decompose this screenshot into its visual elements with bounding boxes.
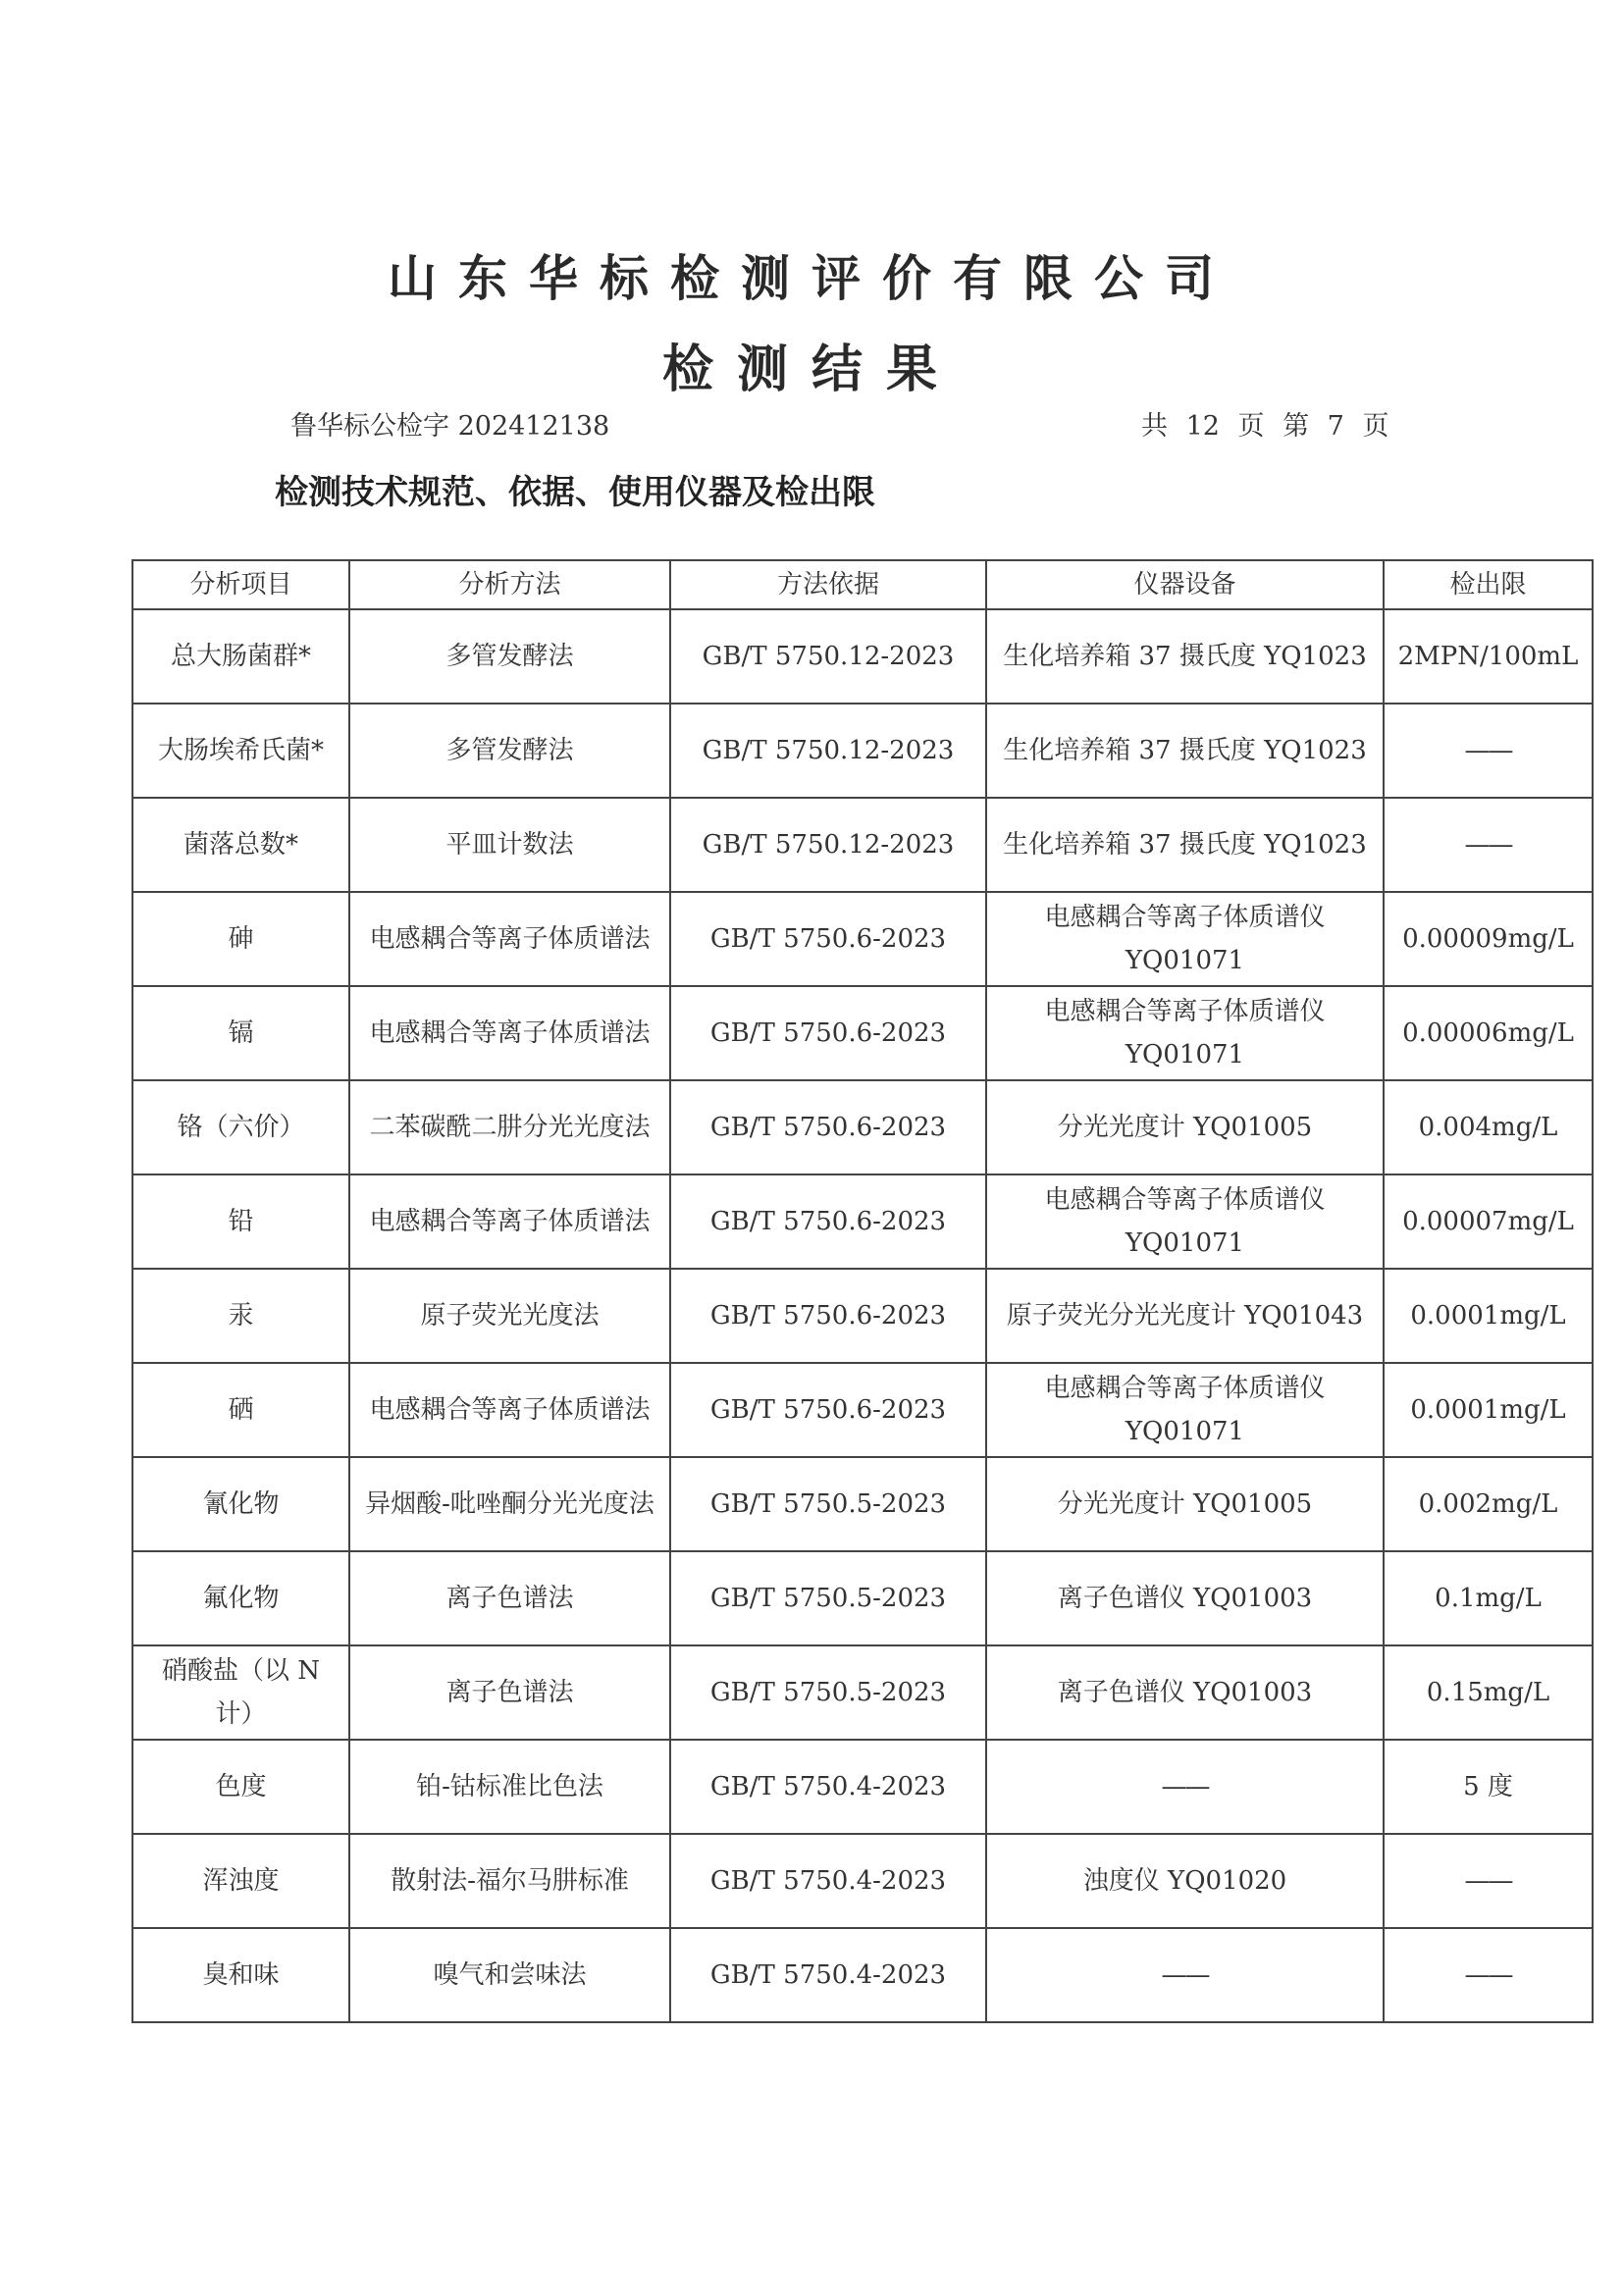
item-cell: 氰化物 [132, 1457, 349, 1551]
item-cell: 浑浊度 [132, 1834, 349, 1928]
item-cell: 总大肠菌群* [132, 609, 349, 704]
table-row [132, 704, 1593, 798]
basis-cell: GB/T 5750.5-2023 [670, 1645, 986, 1740]
method-cell: 二苯碳酰二肼分光光度法 [349, 1080, 670, 1174]
limit-cell: 2MPN/100mL [1384, 609, 1593, 704]
limit-cell: 0.00009mg/L [1384, 892, 1593, 986]
item-cell: 铅 [132, 1174, 349, 1269]
item-cell: 臭和味 [132, 1928, 349, 2022]
method-cell: 平皿计数法 [349, 798, 670, 892]
section-title: 检测技术规范、依据、使用仪器及检出限 [275, 473, 875, 512]
limit-cell: —— [1384, 798, 1593, 892]
table-row [132, 1457, 1593, 1551]
limit-cell: 0.004mg/L [1384, 1080, 1593, 1174]
method-cell: 铂-钴标准比色法 [349, 1740, 670, 1834]
item-cell: 氟化物 [132, 1551, 349, 1645]
item-cell: 硝酸盐（以 N 计） [132, 1645, 349, 1740]
instrument-cell: 电感耦合等离子体质谱仪 YQ01071 [986, 1174, 1384, 1269]
method-cell: 电感耦合等离子体质谱法 [349, 1363, 670, 1457]
basis-cell: GB/T 5750.5-2023 [670, 1551, 986, 1645]
instrument-cell: 原子荧光分光光度计 YQ01043 [986, 1269, 1384, 1363]
limit-cell: 5 度 [1384, 1740, 1593, 1834]
method-cell: 散射法-福尔马肼标准 [349, 1834, 670, 1928]
limit-cell: 0.00006mg/L [1384, 986, 1593, 1080]
method-cell: 电感耦合等离子体质谱法 [349, 1174, 670, 1269]
table-row [132, 609, 1593, 704]
method-cell: 离子色谱法 [349, 1551, 670, 1645]
item-cell: 大肠埃希氏菌* [132, 704, 349, 798]
method-cell: 电感耦合等离子体质谱法 [349, 986, 670, 1080]
limit-cell: —— [1384, 1928, 1593, 2022]
table-row [132, 798, 1593, 892]
basis-cell: GB/T 5750.4-2023 [670, 1928, 986, 2022]
instrument-cell: —— [986, 1740, 1384, 1834]
method-cell: 嗅气和尝味法 [349, 1928, 670, 2022]
limit-cell: 0.00007mg/L [1384, 1174, 1593, 1269]
instrument-cell: —— [986, 1928, 1384, 2022]
table-row [132, 1928, 1593, 2022]
limit-cell: 0.002mg/L [1384, 1457, 1593, 1551]
table-row [132, 1740, 1593, 1834]
basis-cell: GB/T 5750.6-2023 [670, 892, 986, 986]
basis-cell: GB/T 5750.12-2023 [670, 609, 986, 704]
method-cell: 电感耦合等离子体质谱法 [349, 892, 670, 986]
company-name: 山东华标检测评价有限公司 [388, 250, 1235, 307]
basis-cell: GB/T 5750.4-2023 [670, 1834, 986, 1928]
column-header: 检出限 [1384, 560, 1593, 609]
item-cell: 铬（六价） [132, 1080, 349, 1174]
page-indicator: 共 12 页 第 7 页 [1141, 411, 1389, 442]
report-number: 鲁华标公检字 202412138 [290, 411, 610, 442]
instrument-cell: 生化培养箱 37 摄氏度 YQ1023 [986, 798, 1384, 892]
method-cell: 离子色谱法 [349, 1645, 670, 1740]
method-cell: 异烟酸-吡唑酮分光光度法 [349, 1457, 670, 1551]
basis-cell: GB/T 5750.12-2023 [670, 798, 986, 892]
basis-cell: GB/T 5750.12-2023 [670, 704, 986, 798]
item-cell: 镉 [132, 986, 349, 1080]
instrument-cell: 电感耦合等离子体质谱仪 YQ01071 [986, 986, 1384, 1080]
table-row [132, 1834, 1593, 1928]
method-cell: 多管发酵法 [349, 609, 670, 704]
column-header: 分析项目 [132, 560, 349, 609]
basis-cell: GB/T 5750.6-2023 [670, 1363, 986, 1457]
instrument-cell: 浊度仪 YQ01020 [986, 1834, 1384, 1928]
instrument-cell: 分光光度计 YQ01005 [986, 1457, 1384, 1551]
table-row [132, 986, 1593, 1080]
table-header-row [132, 560, 1593, 609]
table-row [132, 1174, 1593, 1269]
instrument-cell: 分光光度计 YQ01005 [986, 1080, 1384, 1174]
basis-cell: GB/T 5750.6-2023 [670, 986, 986, 1080]
limit-cell: 0.0001mg/L [1384, 1363, 1593, 1457]
limit-cell: 0.1mg/L [1384, 1551, 1593, 1645]
instrument-cell: 生化培养箱 37 摄氏度 YQ1023 [986, 704, 1384, 798]
limit-cell: 0.0001mg/L [1384, 1269, 1593, 1363]
item-cell: 汞 [132, 1269, 349, 1363]
basis-cell: GB/T 5750.6-2023 [670, 1269, 986, 1363]
column-header: 仪器设备 [986, 560, 1384, 609]
basis-cell: GB/T 5750.6-2023 [670, 1080, 986, 1174]
instrument-cell: 电感耦合等离子体质谱仪 YQ01071 [986, 1363, 1384, 1457]
limit-cell: —— [1384, 704, 1593, 798]
limit-cell: —— [1384, 1834, 1593, 1928]
spec-table [131, 559, 1594, 2023]
instrument-cell: 离子色谱仪 YQ01003 [986, 1551, 1384, 1645]
basis-cell: GB/T 5750.6-2023 [670, 1174, 986, 1269]
table-row [132, 1269, 1593, 1363]
table-row [132, 1551, 1593, 1645]
column-header: 方法依据 [670, 560, 986, 609]
column-header: 分析方法 [349, 560, 670, 609]
instrument-cell: 生化培养箱 37 摄氏度 YQ1023 [986, 609, 1384, 704]
method-cell: 多管发酵法 [349, 704, 670, 798]
basis-cell: GB/T 5750.5-2023 [670, 1457, 986, 1551]
document-title: 检测结果 [661, 340, 961, 399]
table-row [132, 1363, 1593, 1457]
instrument-cell: 电感耦合等离子体质谱仪 YQ01071 [986, 892, 1384, 986]
limit-cell: 0.15mg/L [1384, 1645, 1593, 1740]
item-cell: 菌落总数* [132, 798, 349, 892]
table-row [132, 1645, 1593, 1740]
table-row [132, 1080, 1593, 1174]
instrument-cell: 离子色谱仪 YQ01003 [986, 1645, 1384, 1740]
table-row [132, 892, 1593, 986]
basis-cell: GB/T 5750.4-2023 [670, 1740, 986, 1834]
item-cell: 色度 [132, 1740, 349, 1834]
item-cell: 砷 [132, 892, 349, 986]
item-cell: 硒 [132, 1363, 349, 1457]
method-cell: 原子荧光光度法 [349, 1269, 670, 1363]
